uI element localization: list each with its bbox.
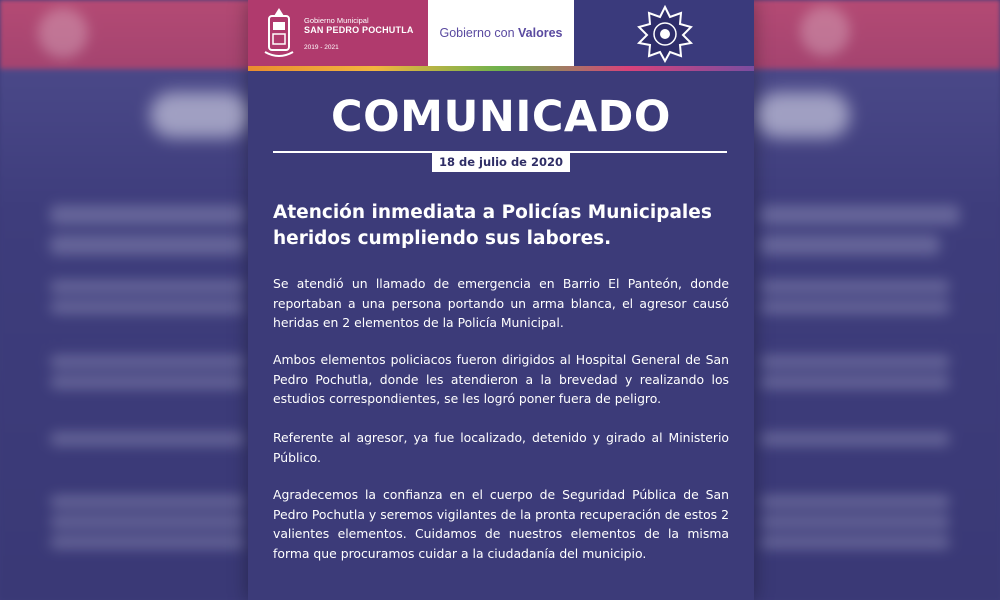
blurred-line xyxy=(50,300,245,314)
slogan xyxy=(439,26,562,40)
color-stripe xyxy=(248,66,754,71)
slogan-bold: Valores xyxy=(518,26,563,40)
blurred-line xyxy=(50,205,245,225)
paragraph-2: Ambos elementos policiacos fueron dirigidos al Hospital General de San Pedro Pochutla, donde les atendieron a la brevedad y realizando los estudios correspondientes, se les logró poner fuera de peligro. xyxy=(273,352,729,406)
municipality-text xyxy=(304,16,414,51)
blurred-line xyxy=(760,515,950,529)
blurred-line xyxy=(760,280,950,294)
term-years: 2019 - 2021 xyxy=(304,44,339,51)
blurred-line xyxy=(50,235,245,255)
blurred-line xyxy=(760,300,950,314)
blurred-line xyxy=(760,432,950,446)
municipality-name: SAN PEDRO POCHUTLA xyxy=(304,25,414,35)
paragraph-4: Agradecemos la confianza en el cuerpo de Seguridad Pública de San Pedro Pochutla y seremos vigilantes de la pronta recuperación de estos 2 valientes elementos. Cuidamos de nuestros elementos de la misma forma que procuramos cuidar a la ciudadanía del municipio. xyxy=(273,487,729,561)
municipality-panel xyxy=(248,0,428,66)
blurred-line xyxy=(50,495,245,509)
slogan-panel xyxy=(428,0,574,66)
blurred-line xyxy=(760,375,950,389)
blurred-line xyxy=(50,515,245,529)
document-title: COMUNICADO xyxy=(331,92,671,142)
blurred-line xyxy=(760,535,950,549)
slogan-regular: Gobierno con xyxy=(439,26,519,40)
blurred-line xyxy=(50,535,245,549)
municipal-crest-icon xyxy=(262,6,296,60)
blurred-line xyxy=(760,355,950,369)
blurred-line xyxy=(760,495,950,509)
paragraph-3: Referente al agresor, ya fue localizado, detenido y girado al Ministerio Público. xyxy=(273,430,729,465)
comunicado-poster xyxy=(248,0,754,600)
blurred-line xyxy=(760,205,960,225)
document-date: 18 de julio de 2020 xyxy=(432,152,570,172)
municipality-label: Gobierno Municipal xyxy=(304,16,369,25)
document-heading: Atención inmediata a Policías Municipales heridos cumpliendo sus labores. xyxy=(273,202,712,249)
blurred-line xyxy=(50,432,245,446)
blurred-line xyxy=(50,355,245,369)
blurred-title xyxy=(755,92,850,138)
blurred-line xyxy=(50,375,245,389)
blurred-line xyxy=(50,280,245,294)
blurred-logo xyxy=(38,8,88,58)
blurred-logo xyxy=(800,6,850,56)
police-star-badge-icon xyxy=(636,5,694,63)
blurred-title xyxy=(150,92,250,138)
blurred-line xyxy=(760,235,940,255)
paragraph-1: Se atendió un llamado de emergencia en Barrio El Panteón, donde reportaban a una persona portando un arma blanca, el agresor causó heridas en 2 elementos de la Policía Municipal. xyxy=(273,276,729,330)
poster-header xyxy=(248,0,754,66)
